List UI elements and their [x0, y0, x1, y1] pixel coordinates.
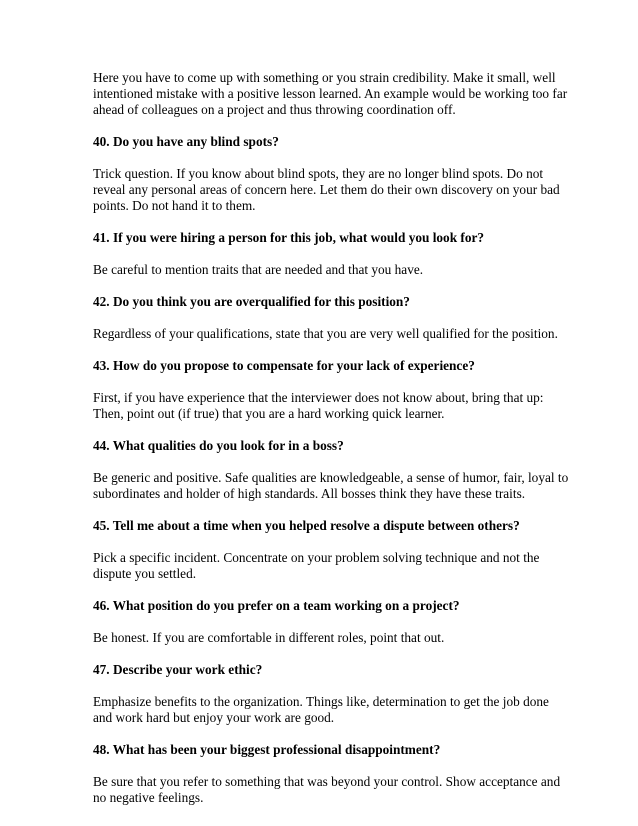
answer-paragraph	[93, 262, 553, 278]
question-heading: 47. Describe your work ethic?	[93, 662, 263, 677]
answer-paragraph	[93, 70, 568, 118]
text-line: Be sure that you refer to something that was beyond your control. Show acceptance and	[93, 774, 561, 789]
question-heading: 44. What qualities do you look for in a boss?	[93, 438, 344, 453]
text-line: subordinates and holder of high standards. All bosses think they have these traits.	[93, 486, 526, 501]
text-line: reveal any personal areas of concern here. Let them do their own discovery on your bad	[93, 182, 560, 197]
question-heading: 46. What position do you prefer on a team working on a project?	[93, 598, 460, 613]
answer-paragraph	[93, 774, 561, 806]
text-line: and work hard but enjoy your work are good.	[93, 710, 335, 725]
text-line: Regardless of your qualifications, state that you are very well qualified for the position.	[93, 326, 558, 341]
answer-paragraph	[93, 630, 553, 646]
answer-paragraph	[93, 390, 553, 422]
question-heading: 48. What has been your biggest professional disappointment?	[93, 742, 441, 757]
text-line: First, if you have experience that the interviewer does not know about, bring that up:	[93, 390, 544, 405]
text-line: Trick question. If you know about blind spots, they are no longer blind spots. Do not	[93, 166, 544, 181]
answer-paragraph	[93, 166, 560, 214]
text-line: Then, point out (if true) that you are a hard working quick learner.	[93, 406, 445, 421]
document-page	[93, 70, 569, 806]
answer-paragraph	[93, 694, 553, 726]
answer-paragraph	[93, 326, 558, 342]
text-line: dispute you settled.	[93, 566, 197, 581]
text-line: points. Do not hand it to them.	[93, 198, 256, 213]
question-heading: 40. Do you have any blind spots?	[93, 134, 279, 149]
text-line: no negative feelings.	[93, 790, 204, 805]
text-line: Be careful to mention traits that are needed and that you have.	[93, 262, 424, 277]
question-heading: 43. How do you propose to compensate for your lack of experience?	[93, 358, 475, 373]
question-heading: 45. Tell me about a time when you helped resolve a dispute between others?	[93, 518, 520, 533]
question-heading: 41. If you were hiring a person for this job, what would you look for?	[93, 230, 485, 245]
text-line: Emphasize benefits to the organization. Things like, determination to get the job done	[93, 694, 549, 709]
text-line: Be generic and positive. Safe qualities are knowledgeable, a sense of humor, fair, loyal to	[93, 470, 569, 485]
text-line: Here you have to come up with something or you strain credibility. Make it small, well	[93, 70, 556, 85]
answer-paragraph	[93, 470, 569, 502]
text-line: ahead of colleagues on a project and thus throwing coordination off.	[93, 102, 456, 117]
question-heading: 42. Do you think you are overqualified for this position?	[93, 294, 410, 309]
answer-paragraph	[93, 550, 553, 582]
text-line: Pick a specific incident. Concentrate on your problem solving technique and not the	[93, 550, 540, 565]
text-line: intentioned mistake with a positive lesson learned. An example would be working too far	[93, 86, 568, 101]
text-line: Be honest. If you are comfortable in different roles, point that out.	[93, 630, 445, 645]
